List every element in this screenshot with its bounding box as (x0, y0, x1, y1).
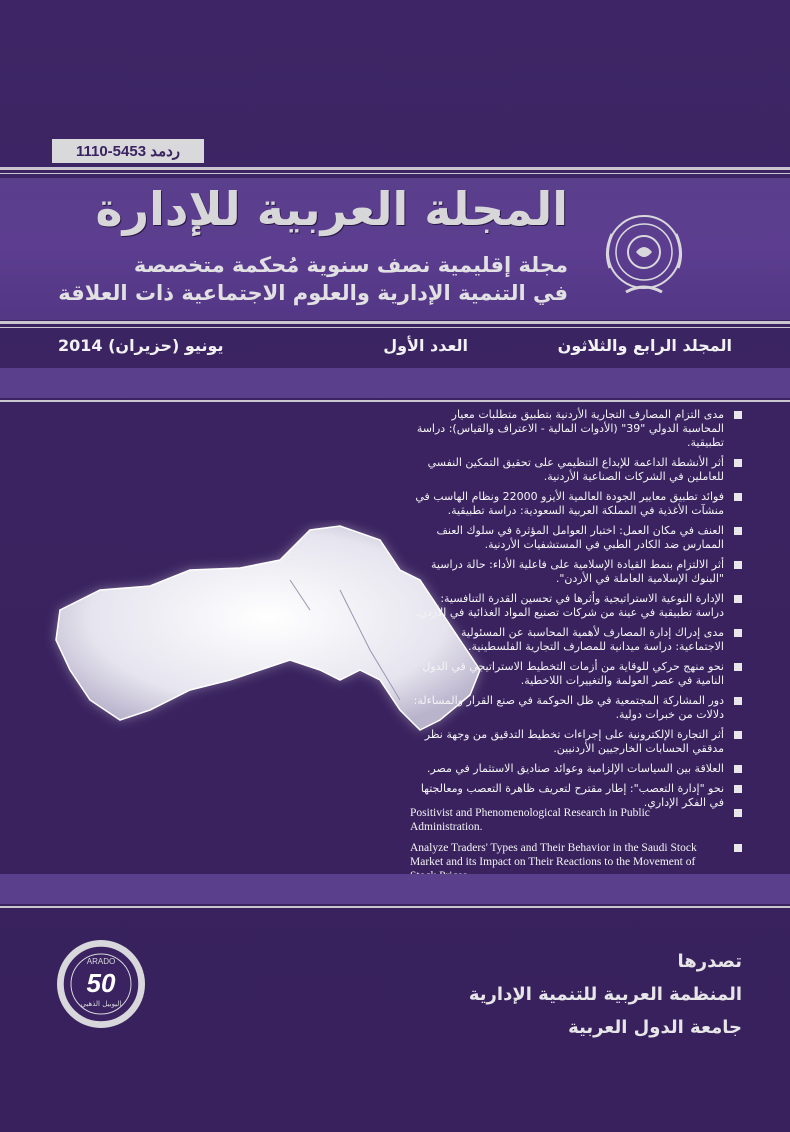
list-item: مدى إدراك إدارة المصارف لأهمية المحاسبة عن المسئولية الاجتماعية: دراسة ميدانية للمصارف التجارية الفلسطينية. (412, 626, 742, 654)
arabic-table-of-contents (412, 408, 742, 816)
badge-caption: اليوبيل الذهبي (80, 1000, 122, 1008)
list-item: نحو "إدارة التعصب": إطار مقترح لتعريف ظاهرة التعصب ومعالجتها في الفكر الإداري. (412, 782, 742, 810)
divider-line (0, 400, 790, 402)
publisher-block (469, 945, 742, 1044)
divider-line (0, 167, 790, 170)
list-item: فوائد تطبيق معايير الجودة العالمية الأيزو 22000 ونظام الهاسب في منشآت الأغذية في المملكة العربية السعودية: دراسة تطبيقية. (412, 490, 742, 518)
bullet-square-icon (734, 785, 742, 793)
bullet-square-icon (734, 844, 742, 852)
divider-line (0, 906, 790, 908)
bullet-square-icon (734, 411, 742, 419)
journal-title: المجلة العربية للإدارة (95, 182, 568, 236)
list-item: أثر الأنشطة الداعمة للإبداع التنظيمي على تحقيق التمكين النفسي للعاملين في الشركات الصناعية الأردنية. (412, 456, 742, 484)
issue-info-row (0, 336, 790, 364)
list-item: Positivist and Phenomenological Research in Public Administration. (410, 806, 742, 834)
divider-line (0, 173, 790, 174)
issue-date-label: يونيو (حزيران) 2014 (58, 336, 224, 355)
publisher-label: تصدرها (677, 951, 742, 972)
bullet-square-icon (734, 731, 742, 739)
bullet-square-icon (734, 765, 742, 773)
purple-band (0, 874, 790, 904)
list-item: العلاقة بين السياسات الإلزامية وعوائد صناديق الاستثمار في مصر. (412, 762, 742, 776)
journal-subtitle-line2: في التنمية الإدارية والعلوم الاجتماعية ذات العلاقة (58, 281, 568, 305)
publisher-league: جامعة الدول العربية (568, 1017, 742, 1038)
bullet-square-icon (734, 561, 742, 569)
volume-label: المجلد الرابع والثلاثون (557, 336, 732, 355)
publisher-org: المنظمة العربية للتنمية الإدارية (468, 984, 742, 1005)
journal-subtitle-line1: مجلة إقليمية نصف سنوية مُحكمة متخصصة (133, 253, 568, 277)
list-item: أثر التجارة الإلكترونية على إجراءات تخطيط التدقيق من وجهة نظر مدققي الحسابات الخارجيين الأردنيين. (412, 728, 742, 756)
list-item: أثر الالتزام بنمط القيادة الإسلامية على فاعلية الأداء: حالة دراسية "البنوك الإسلامية العاملة في الأردن". (412, 558, 742, 586)
list-item: العنف في مكان العمل: اختبار العوامل المؤثرة في سلوك العنف الممارس ضد الكادر الطبي في المستشفيات الأردنية. (412, 524, 742, 552)
bullet-square-icon (734, 809, 742, 817)
list-item: الإدارة النوعية الاستراتيجية وأثرها في تحسين القدرة التنافسية: دراسة تطبيقية في عينة من شركات تصنيع المواد الغذائية في الأردن. (412, 592, 742, 620)
golden-jubilee-badge-icon (55, 938, 147, 1030)
issue-number-label: العدد الأول (383, 336, 468, 355)
bullet-square-icon (734, 629, 742, 637)
list-item: دور المشاركة المجتمعية في ظل الحوكمة في صنع القرار والمساءلة: دلالات من خبرات دولية. (412, 694, 742, 722)
bullet-square-icon (734, 493, 742, 501)
bullet-square-icon (734, 697, 742, 705)
divider-line (0, 321, 790, 324)
badge-number: 50 (86, 968, 116, 998)
bullet-square-icon (734, 459, 742, 467)
purple-band (0, 368, 790, 398)
list-item: نحو منهج حركي للوقاية من أزمات التخطيط الاستراتيجي في الدول النامية في عصر العولمة والتغييرات اللاخطية. (412, 660, 742, 688)
list-item: Analyze Traders' Types and Their Behavior in the Saudi Stock Market and its Impact on Their Reactions to the Movement of (410, 841, 742, 883)
list-item: مدى التزام المصارف التجارية الأردنية بتطبيق متطلبات معيار المحاسبة الدولي "39" (الأدوات المالية - الاعتراف والقياس): دراسة تطبيقية. (412, 408, 742, 450)
bullet-square-icon (734, 527, 742, 535)
bullet-square-icon (734, 595, 742, 603)
divider-line (0, 327, 790, 328)
bullet-square-icon (734, 663, 742, 671)
badge-top-text: ARADO (86, 957, 116, 966)
arado-seal-icon (596, 208, 692, 304)
issn-label: ردمد 5453-1110 (52, 139, 204, 163)
